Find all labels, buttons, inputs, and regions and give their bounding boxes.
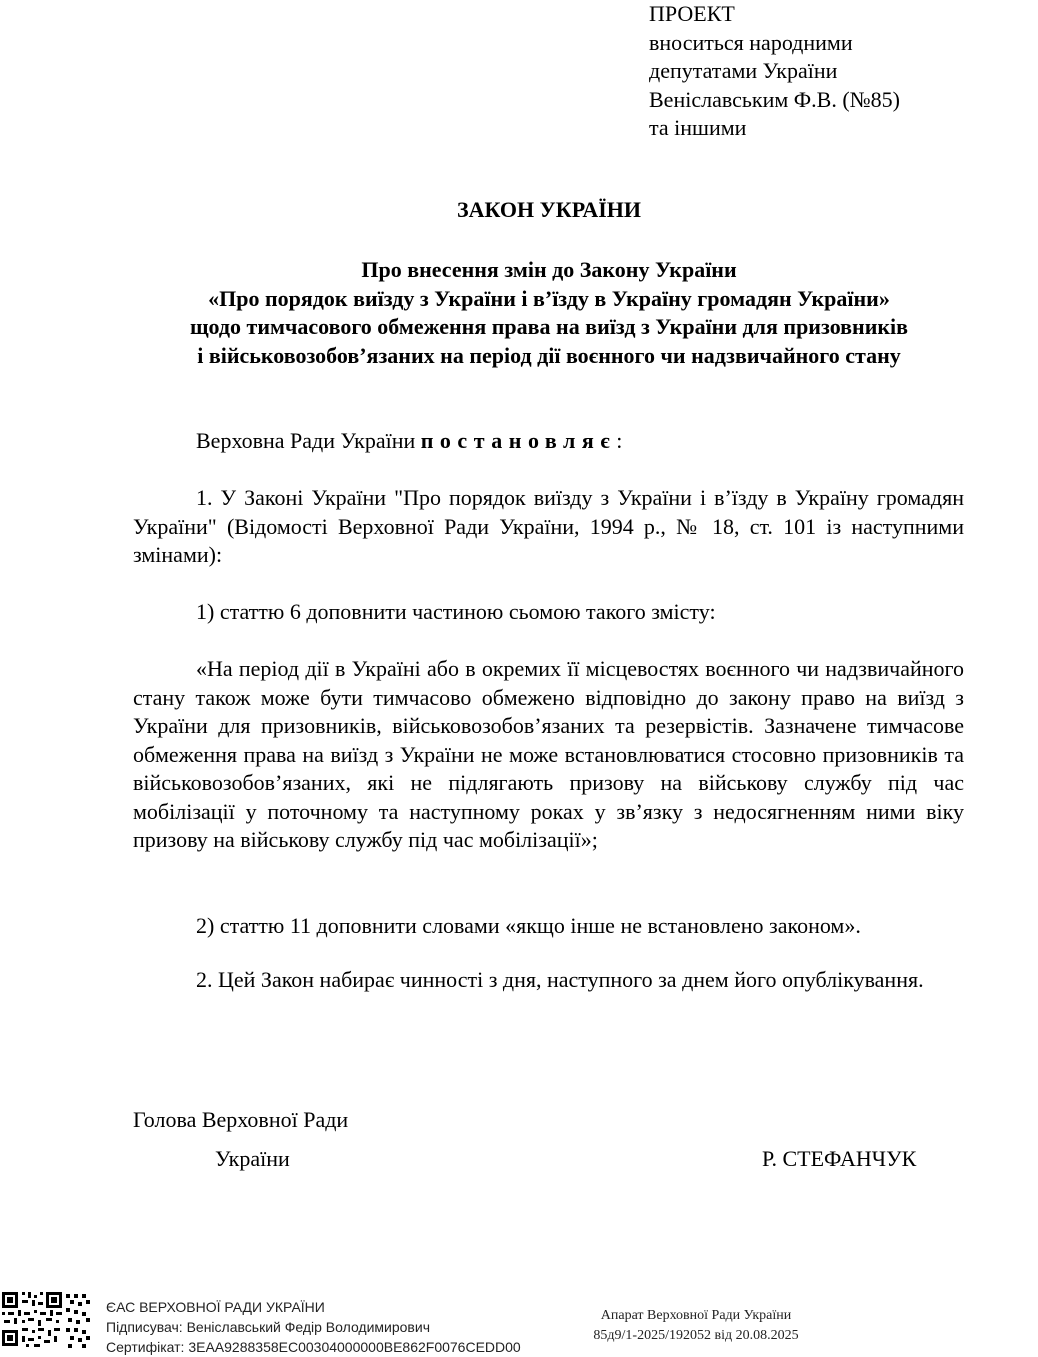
- registration-stamp: [576, 1306, 816, 1346]
- preamble-colon: :: [616, 428, 623, 453]
- signature-name: Р. СТЕФАНЧУК: [762, 1146, 917, 1171]
- stamp-line: Апарат Верховної Ради України: [600, 1308, 792, 1323]
- header-line: депутатами України: [649, 58, 838, 83]
- header-line: ПРОЕКТ: [649, 1, 735, 26]
- subject-line: Про внесення змін до Закону України: [361, 257, 737, 282]
- project-header: [649, 0, 900, 143]
- subject-line: і військовозобов’язаних на період дії воєнного чи надзвичайного стану: [197, 342, 901, 368]
- law-subject: [100, 256, 998, 370]
- preamble: [133, 427, 964, 456]
- signature-title-2: України: [215, 1146, 290, 1171]
- subject-line: «Про порядок виїзду з України і в’їзду в Україну громадян України»: [208, 285, 890, 311]
- signature-title: Голова Верховної Ради: [133, 1107, 349, 1132]
- stamp-line: 85д9/1-2025/192052 від 20.08.2025: [593, 1328, 799, 1343]
- stamp-line: Сертифікат: 3EAA9288358EC00304000000BE862F0076CEDD00: [106, 1339, 521, 1355]
- qr-code-icon: [2, 1290, 94, 1350]
- subject-line: щодо тимчасового обмеження права на виїзд з України для призовників: [189, 314, 909, 339]
- stamp-line: Підписувач: Веніславський Федір Володимирович: [106, 1319, 430, 1335]
- paragraph-1-item-2: 2) статтю 11 доповнити словами «якщо інше не встановлено законом».: [196, 913, 861, 938]
- preamble-text: Верховна Ради України: [196, 428, 421, 453]
- law-title: ЗАКОН УКРАЇНИ: [456, 197, 642, 222]
- preamble-keyword: постановляє: [420, 428, 617, 453]
- signature-stamp: [106, 1297, 521, 1357]
- header-line: вноситься народними: [649, 29, 853, 55]
- paragraph-1-item-1: 1) статтю 6 доповнити частиною сьомою такого змісту:: [196, 599, 716, 624]
- stamp-line: ЄАС ВЕРХОВНОЇ РАДИ УКРАЇНИ: [106, 1299, 325, 1315]
- paragraph-1: 1. У Законі України "Про порядок виїзду з України і в’їзду в Україну громадян України" (Відомості Верховної Ради України, 1994 р., № 18, ст. 101 із наступними змінами):: [133, 485, 964, 567]
- paragraph-2: 2. Цей Закон набирає чинності з дня, наступного за днем його опублікування.: [196, 967, 924, 992]
- header-line: Веніславським Ф.В. (№85): [649, 86, 900, 112]
- header-line: та іншими: [649, 115, 747, 140]
- amendment-quote: «На період дії в Україні або в окремих її місцевостях воєнного чи надзвичайного стану також може бути тимчасово обмежено відповідно до закону право на виїзд з України для призовників, військовозобов’язаних та резервістів. Зазначене тимчасове обмеження права на виїзд з України не може встановлюватися стосовно призовників та військовозобов’язаних, які не підлягають призову на військову службу під час мобілізації у поточному та наступному роках у зв’язку з недосягненням ними віку призову на військову службу під час мобілізації»;: [133, 656, 964, 852]
